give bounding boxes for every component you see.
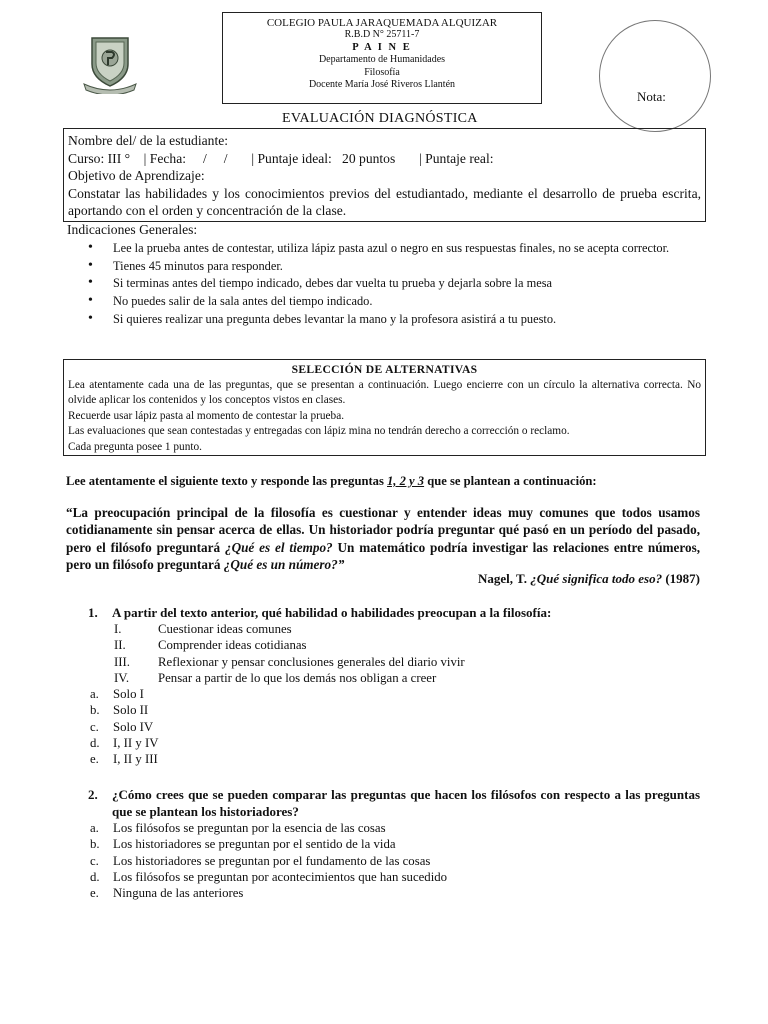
student-name-label: Nombre del/ de la estudiante: — [68, 133, 229, 148]
answer-option[interactable] — [66, 836, 700, 852]
course-score-line: Curso: III ° | Fecha: / / | Puntaje ideal: 20 puntos | Puntaje real: — [68, 150, 494, 166]
school-crest-logo — [82, 34, 138, 94]
grade-circle — [599, 20, 711, 132]
selection-line: Las evaluaciones que sean contestadas y entregadas con lápiz mina no tendrán derecho a corrección o reclamo. — [68, 425, 570, 438]
option-letter: e. — [90, 886, 99, 901]
grade-label: Nota: — [637, 89, 666, 104]
school-name: COLEGIO PAULA JARAQUEMADA ALQUIZAR — [266, 17, 498, 29]
question-text: ¿Cómo crees que se pueden comparar las preguntas que hacen los filósofos con respecto a las preguntas que se plantean los historiadores? — [112, 787, 700, 819]
school-rbd: R.B.D N° 25711-7 — [344, 29, 420, 41]
statement-item — [66, 654, 700, 670]
answer-option[interactable] — [66, 719, 700, 735]
option-letter: d. — [90, 736, 100, 751]
question-stem — [66, 604, 700, 621]
reading-instruction — [66, 474, 597, 489]
objective-text: Constatar las habilidades y los conocimientos previos del estudiantado, mediante el desarrollo de prueba escrita, aportando con el orden y concentración de la clase. — [68, 185, 701, 218]
teacher-name: Docente María José Riveros Llantén — [308, 79, 456, 91]
question-1 — [66, 604, 700, 768]
option-text: Solo II — [113, 703, 149, 718]
option-letter: c. — [90, 853, 99, 868]
answer-option[interactable] — [66, 820, 700, 836]
statement-numeral: III. — [114, 654, 130, 669]
option-text: Los historiadores se preguntan por el sentido de la vida — [113, 837, 396, 852]
reading-instruction-start: Lee atentamente el siguiente texto y responde las preguntas — [66, 474, 387, 488]
general-instructions-title: Indicaciones Generales: — [67, 222, 198, 237]
citation-author: Nagel, T. — [478, 571, 531, 586]
statement-numeral: I. — [114, 622, 122, 636]
option-letter: d. — [90, 869, 100, 884]
selection-line: Recuerde usar lápiz pasta al momento de contestar la prueba. — [68, 409, 345, 422]
option-text: I, II y IV — [113, 736, 159, 751]
quote-citation — [478, 571, 700, 587]
question-2 — [66, 786, 700, 901]
selection-instructions-box — [63, 359, 706, 456]
statement-numeral: IV. — [114, 670, 130, 685]
option-text: I, II y III — [113, 752, 158, 767]
quote-question: ¿Qué es el tiempo? — [224, 539, 333, 555]
question-text: A partir del texto anterior, qué habilidad o habilidades preocupan a la filosofía: — [112, 605, 552, 620]
question-references: 1, 2 y 3 — [387, 474, 425, 488]
student-info-box — [63, 128, 706, 222]
option-letter: b. — [90, 703, 100, 718]
statement-text: Reflexionar y pensar conclusiones generales del diario vivir — [158, 654, 465, 669]
answer-options — [66, 820, 700, 901]
statement-list — [66, 621, 700, 686]
list-item: • Lee la prueba antes de contestar, utiliza lápiz pasta azul o negro en sus respuestas finales, no se acepta corrector. — [88, 240, 700, 256]
list-item: • Si terminas antes del tiempo indicado, debes dar vuelta tu prueba y dejarla sobre la mesa — [88, 275, 700, 291]
statement-text: Pensar a partir de lo que los demás nos obligan a creer — [158, 670, 437, 685]
answer-option[interactable] — [66, 686, 700, 702]
option-letter: b. — [90, 837, 100, 852]
general-instructions-list — [88, 240, 700, 329]
answer-option[interactable] — [66, 751, 700, 767]
option-text: Solo I — [113, 687, 144, 702]
reading-quote — [66, 504, 700, 573]
answer-option[interactable] — [66, 869, 700, 885]
option-text: Los filósofos se preguntan por acontecimientos que han sucedido — [113, 869, 448, 884]
selection-line: Lea atentamente cada una de las preguntas, que se presentan a continuación. Luego encierre con un círculo la alternativa correcta. No olvide aplicar los contenidos y los conceptos vistos en clases. — [68, 378, 701, 407]
statement-text: Comprender ideas cotidianas — [158, 638, 307, 653]
list-item: • Si quieres realizar una pregunta debes levantar la mano y la profesora asistirá a tu puesto. — [88, 311, 700, 327]
selection-line: Cada pregunta posee 1 punto. — [68, 440, 202, 453]
selection-title: SELECCIÓN DE ALTERNATIVAS — [291, 363, 478, 376]
citation-title: ¿Qué significa todo eso? — [530, 571, 663, 586]
option-text: Solo IV — [113, 719, 154, 734]
statement-item — [66, 670, 700, 686]
answer-option[interactable] — [66, 885, 700, 901]
statement-item — [66, 621, 700, 637]
list-item: • No puedes salir de la sala antes del tiempo indicado. — [88, 293, 700, 309]
answer-option[interactable] — [66, 702, 700, 718]
school-header — [222, 12, 542, 104]
statement-text: Cuestionar ideas comunes — [158, 622, 292, 636]
citation-year: (1987) — [662, 571, 700, 586]
quote-text: “La preocupación principal de la filosofía es cuestionar y entender ideas muy comunes que todos usamos cotidianamente sin pensar acerca de ellas. Un historiador podría preguntar qué pasó en un período del pasado, pero el filósofo preguntará — [66, 505, 700, 555]
quote-question: ¿Qué es un número?” — [223, 556, 345, 572]
quote-text: Un matemático podría investigar las relaciones entre números, pero un filósofo preguntará — [66, 539, 700, 572]
option-letter: e. — [90, 752, 99, 767]
question-number: 1. — [88, 605, 98, 620]
question-number: 2. — [88, 787, 98, 802]
question-stem — [66, 786, 700, 820]
reading-instruction-end: que se plantean a continuación: — [424, 474, 597, 488]
subject-name: Filosofía — [364, 66, 400, 78]
option-letter: a. — [90, 821, 99, 835]
option-letter: c. — [90, 719, 99, 734]
answer-options — [66, 686, 700, 767]
list-item: • Tienes 45 minutos para responder. — [88, 258, 700, 274]
option-letter: a. — [90, 687, 99, 702]
option-text: Ninguna de las anteriores — [113, 886, 244, 901]
school-commune: P A I N E — [352, 41, 412, 53]
objective-label: Objetivo de Aprendizaje: — [68, 168, 205, 183]
page-title: EVALUACIÓN DIAGNÓSTICA — [282, 111, 478, 126]
answer-option[interactable] — [66, 853, 700, 869]
option-text: Los historiadores se preguntan por el fundamento de las cosas — [113, 853, 431, 868]
department-name: Departamento de Humanidades — [318, 54, 446, 66]
option-text: Los filósofos se preguntan por la esencia de las cosas — [113, 821, 386, 835]
statement-numeral: II. — [114, 638, 126, 653]
statement-item — [66, 637, 700, 653]
answer-option[interactable] — [66, 735, 700, 751]
